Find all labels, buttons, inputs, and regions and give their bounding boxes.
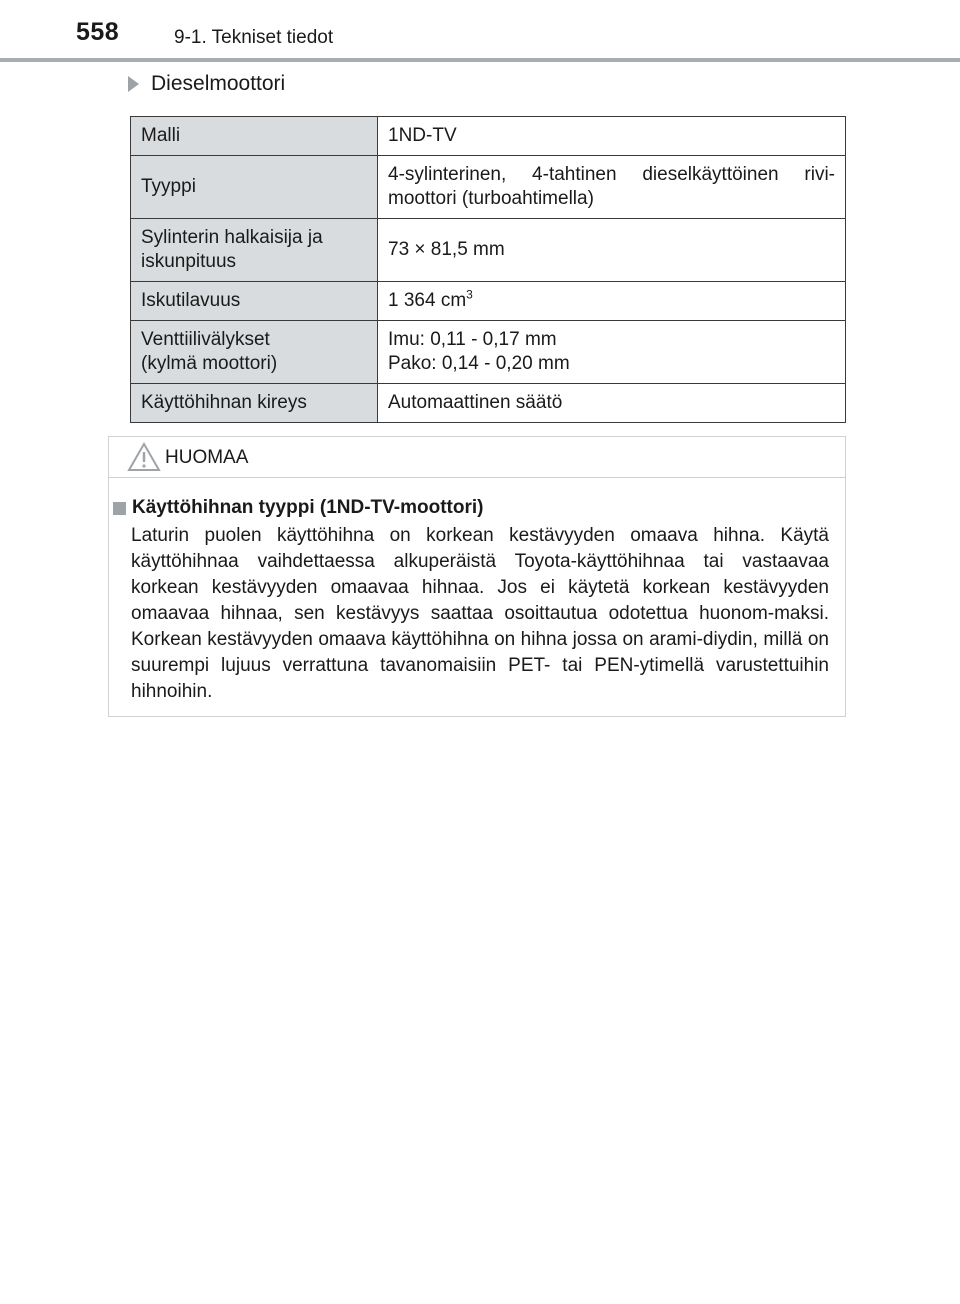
spec-value xyxy=(378,282,846,321)
notice-body: Laturin puolen käyttöhihna on korkean kestävyyden omaava hihna. Käytä käyttöhihnaa vaihdettaessa alkuperäistä Toyota-käyttöhihnaa tai vastaavaa korkean kestävyyden omaavaa hihnaa. Jos ei käytetä korkean kestävyyden omaavaa hihnaa, sen kestävyys saattaa osoittautua odotettua huonom-maksi. Korkean kestävyyden omaava käyttöhihna on hihna jossa on arami-diydin, millä on suurempi lujuus verrattuna tavanomaisiin PET- tai PEN-ytimellä varustettuihin hihnoihin. xyxy=(131,525,829,702)
notice-header xyxy=(109,437,845,478)
header-divider xyxy=(0,58,960,62)
page-header xyxy=(0,0,960,62)
spec-key-line: (kylmä moottori) xyxy=(141,353,278,374)
spec-key-line: iskunpituus xyxy=(141,251,237,272)
spec-value-line: Pako: 0,14 - 0,20 mm xyxy=(388,353,570,374)
spec-key xyxy=(131,321,378,384)
notice-box xyxy=(108,436,846,717)
chapter-title: 9-1. Tekniset tiedot xyxy=(174,27,334,48)
table-row xyxy=(131,321,846,384)
spec-value: 4-sylinterinen, 4-tahtinen dieselkäyttöinen rivi-moottori (turboahtimella) xyxy=(378,156,846,219)
superscript-3: 3 xyxy=(466,287,473,302)
spec-key: Malli xyxy=(131,117,378,156)
spec-value: 73 × 81,5 mm xyxy=(378,219,846,282)
displacement-value: 1 364 cm xyxy=(388,290,467,311)
table-row xyxy=(131,156,846,219)
spec-key: Tyyppi xyxy=(131,156,378,219)
spec-key: Käyttöhihnan kireys xyxy=(131,384,378,423)
spec-key-line: Sylinterin halkaisija ja xyxy=(141,227,323,248)
notice-subtitle-row xyxy=(113,497,483,519)
spec-key: Iskutilavuus xyxy=(131,282,378,321)
table-row xyxy=(131,282,846,321)
square-bullet-icon xyxy=(113,502,126,515)
table-row xyxy=(131,384,846,423)
spec-key xyxy=(131,219,378,282)
spec-key-line: Venttiilivälykset xyxy=(141,329,270,350)
spec-value-line: Imu: 0,11 - 0,17 mm xyxy=(388,329,557,350)
table-row xyxy=(131,117,846,156)
spec-value: Automaattinen säätö xyxy=(378,384,846,423)
page-number: 558 xyxy=(76,18,120,46)
section-heading xyxy=(128,72,285,96)
notice-subtitle: Käyttöhihnan tyyppi (1ND-TV-moottori) xyxy=(132,497,484,518)
warning-triangle-icon xyxy=(127,442,161,472)
spec-value: 1ND-TV xyxy=(378,117,846,156)
table-row xyxy=(131,219,846,282)
triangle-bullet-icon xyxy=(128,76,139,92)
engine-spec-table xyxy=(130,116,846,423)
notice-title: HUOMAA xyxy=(165,447,249,468)
spec-value xyxy=(378,321,846,384)
section-title: Dieselmoottori xyxy=(151,72,286,95)
